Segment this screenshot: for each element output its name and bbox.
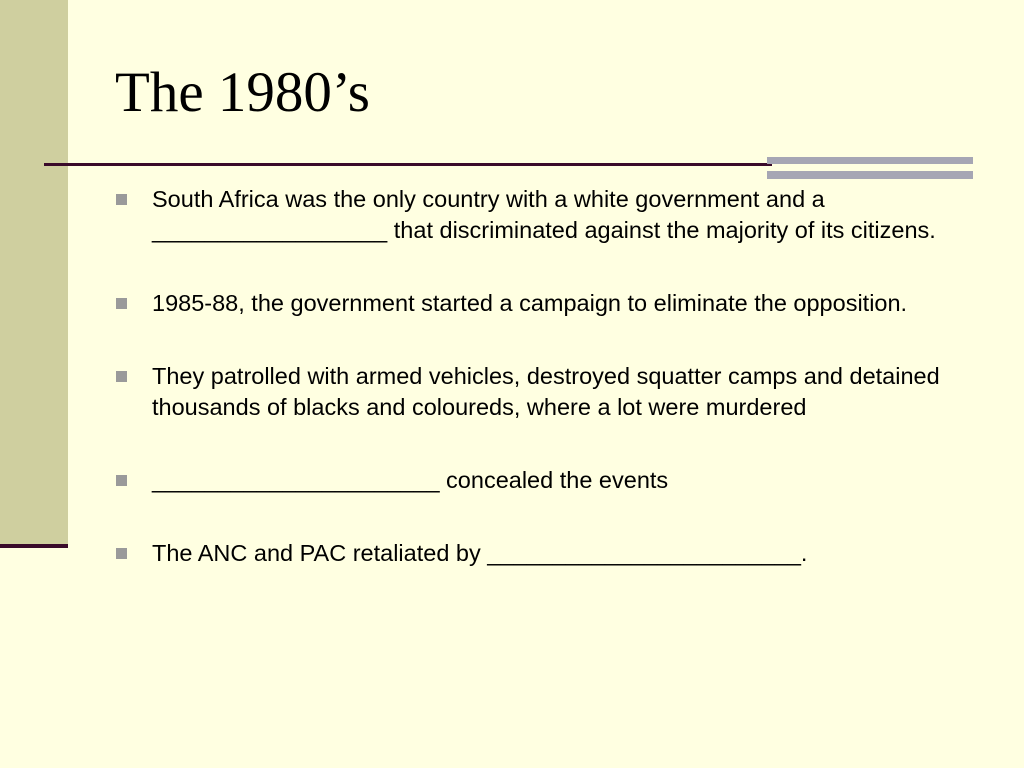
bullet-item [116, 361, 956, 423]
square-bullet-icon [116, 194, 127, 205]
bullet-item [116, 288, 956, 319]
bullet-text: The ANC and PAC retaliated by ________________________. [152, 540, 808, 566]
square-bullet-icon [116, 298, 127, 309]
bullet-text: 1985-88, the government started a campaign to eliminate the opposition. [152, 290, 908, 316]
square-bullet-icon [116, 548, 127, 559]
left-decorative-band [0, 0, 68, 545]
square-bullet-icon [116, 475, 127, 486]
left-band-rule [0, 544, 68, 548]
bullet-text: South Africa was the only country with a white government and a __________________ that discriminated against the majority of its citizens. [152, 186, 936, 243]
title-divider-line [44, 163, 772, 166]
bullet-list [116, 184, 956, 611]
square-bullet-icon [116, 371, 127, 382]
bullet-text: They patrolled with armed vehicles, destroyed squatter camps and detained thousands of blacks and coloureds, where a lot were murdered [152, 363, 940, 420]
bullet-text: ______________________ concealed the events [152, 467, 669, 493]
bullet-item [116, 184, 956, 246]
accent-bar-bottom [767, 171, 973, 179]
slide-title: The 1980’s [115, 61, 370, 124]
bullet-item [116, 465, 956, 496]
bullet-item [116, 538, 956, 569]
accent-bar-top [767, 157, 973, 164]
